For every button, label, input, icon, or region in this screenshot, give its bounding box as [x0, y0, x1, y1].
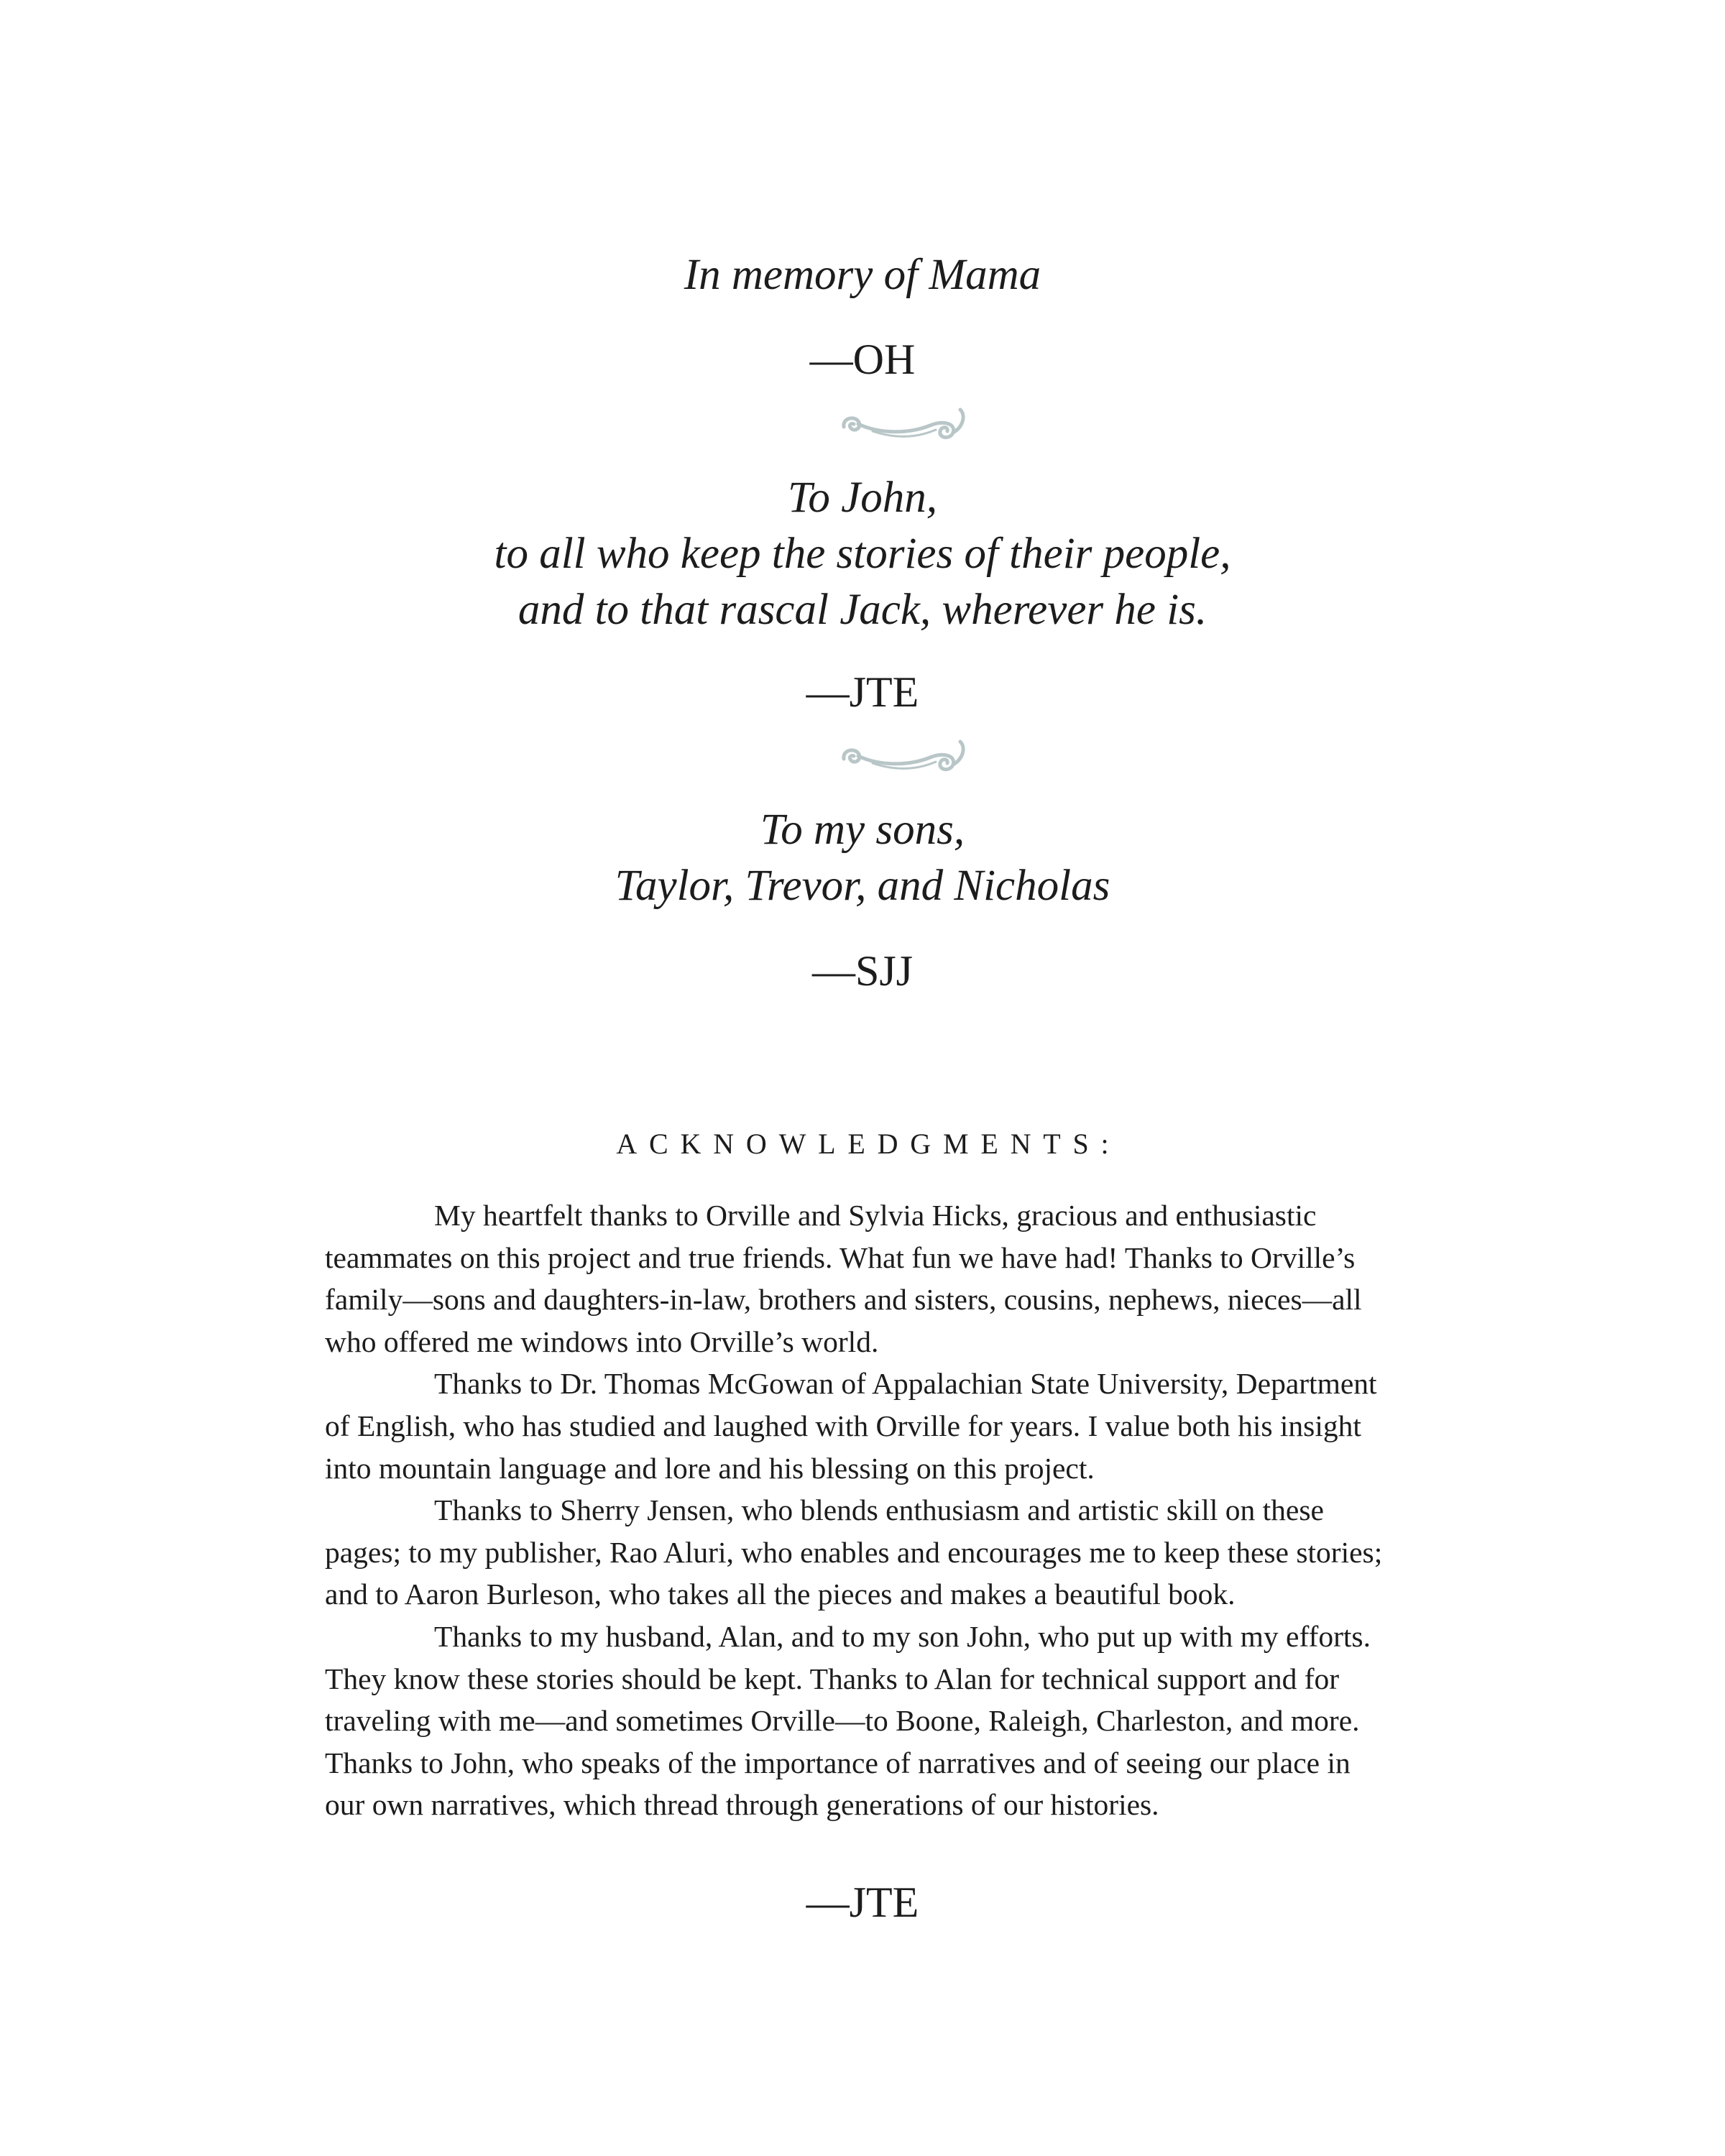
acknowledgment-paragraph	[325, 1616, 1482, 1826]
paragraph-line: traveling with me—and sometimes Orville—to Boone, Raleigh, Charleston, and more.	[325, 1704, 1360, 1738]
acknowledgments-signature: —JTE	[806, 1879, 919, 1926]
paragraph-line: Thanks to Dr. Thomas McGowan of Appalachian State University, Department	[434, 1367, 1377, 1401]
dedication-line: Taylor, Trevor, and Nicholas	[615, 862, 1110, 910]
paragraph-line: They know these stories should be kept. Thanks to Alan for technical support and for	[325, 1662, 1340, 1695]
paragraph-line: teammates on this project and true friends. What fun we have had! Thanks to Orville’s	[325, 1240, 1356, 1274]
paragraph-line: pages; to my publisher, Rao Aluri, who enables and encourages me to keep these stories;	[325, 1535, 1383, 1569]
paragraph-line: My heartfelt thanks to Orville and Sylvia Hicks, gracious and enthusiastic	[434, 1199, 1317, 1232]
paragraph-line: who offered me windows into Orville’s world.	[325, 1325, 879, 1358]
signature-sjj: —SJJ	[811, 947, 914, 995]
paragraph-line: Thanks to my husband, Alan, and to my son John, who put up with my efforts.	[434, 1619, 1371, 1653]
paragraph-line: and to Aaron Burleson, who takes all the pieces and makes a beautiful book.	[325, 1577, 1236, 1611]
acknowledgment-paragraph	[325, 1363, 1482, 1489]
paragraph-line: our own narratives, which thread through generations of our histories.	[325, 1788, 1159, 1822]
dedication-sjj	[0, 802, 1725, 914]
acknowledgment-paragraph	[325, 1194, 1482, 1363]
acknowledgments-heading: ACKNOWLEDGMENTS:	[616, 1128, 1121, 1160]
dedication-oh	[0, 247, 1725, 303]
dedication-line: to all who keep the stories of their people,	[494, 530, 1231, 578]
acknowledgments-body	[325, 1194, 1482, 1826]
paragraph-line: family—sons and daughters-in-law, brothers and sisters, cousins, nephews, nieces—all	[325, 1283, 1362, 1317]
paragraph-line: into mountain language and lore and his blessing on this project.	[325, 1451, 1095, 1485]
dedication-line: To John,	[788, 474, 937, 522]
dedication-jte	[0, 470, 1725, 638]
paragraph-line: Thanks to Sherry Jensen, who blends enthusiasm and artistic skill on these	[434, 1493, 1324, 1527]
signature-jte: —JTE	[806, 668, 919, 716]
paragraph-line: of English, who has studied and laughed with Orville for years. I value both his insight	[325, 1409, 1361, 1442]
dedication-line: To my sons,	[760, 806, 965, 854]
dedication-line: In memory of Mama	[684, 251, 1041, 299]
acknowledgment-paragraph	[325, 1489, 1482, 1616]
flourish-scroll-icon	[829, 402, 970, 448]
flourish-scroll-icon	[829, 734, 970, 780]
dedication-line: and to that rascal Jack, wherever he is.	[518, 586, 1208, 634]
paragraph-line: Thanks to John, who speaks of the importance of narratives and of seeing our place in	[325, 1746, 1351, 1779]
signature-oh: —OH	[809, 336, 916, 383]
